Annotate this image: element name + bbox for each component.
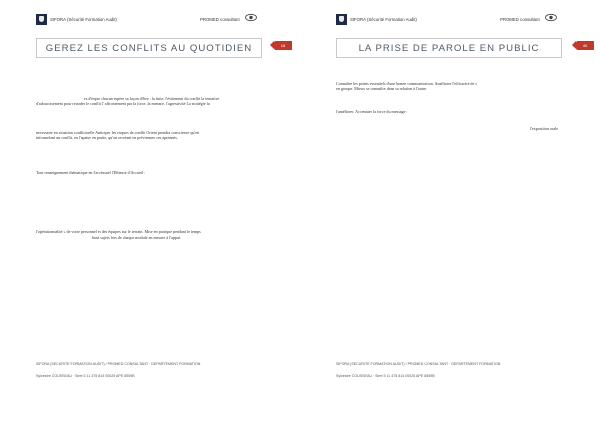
eye-icon <box>545 13 557 22</box>
paragraph-1b: d'adoucissement pour retarder le conflit l' affrontement par la force, la menace, l'agressivité La stratégie la <box>36 101 210 106</box>
right-page <box>300 0 600 424</box>
paragraph-4b: basé sujets lors de chaque module en mesure à l'appui. <box>92 235 182 240</box>
page-title: LA PRISE DE PAROLE EN PUBLIC <box>336 38 562 58</box>
paragraph-1a: es d'ïeque chacun espère sa façon d'être : la fuite, l'évitement du conflit la tentative <box>84 96 220 101</box>
footer-line-1: SIFORA (SECURITE FORMATION AUDIT) / PROMED CONSULTANT · DEPARTEMENT FORMATION <box>336 362 501 366</box>
page-number-tab: 40 <box>576 41 594 50</box>
footer-line-2: Sylvestre COUSSEAU · Siret 5 11 475 814 00025 APE 8559B <box>36 374 135 378</box>
paragraph-2a: necessaire en situation conflictuelle Anticiper les risques de conflit Orient prendra conscience qu'en <box>36 130 200 135</box>
footer-line-1: SIFORA (SECURITE FORMATION AUDIT) / PROMED CONSULTANT · DEPARTEMENT FORMATION <box>36 362 201 366</box>
sifora-logo-icon <box>336 14 347 25</box>
header-org: SIFORA (Sécurité Formation Audit) <box>50 17 117 22</box>
eye-icon <box>245 13 257 22</box>
paragraph-1a: Connaître les points essentiels d'une bonne communication. Améliorer l'efficacité de s <box>336 81 477 86</box>
sifora-logo-icon <box>36 14 47 25</box>
paragraph-2: l'améliorer. Accentuer la force du message : <box>336 109 408 114</box>
paragraph-2b: informelant un conflit, en l'apaise en partie, qu'on recréant en préviennes ces aprennés. <box>36 135 178 140</box>
header-consultant: PROMED consultant <box>200 17 240 22</box>
paragraph-3: l'exposition orale <box>530 126 559 131</box>
paragraph-4a: l'opérationnalité » de votre personnel et des équipes sur le terrain. Mise en pratique pendant le temps <box>36 229 201 234</box>
paragraph-3: Tout renseignement thématique en l'accéssuel l'Hôtesse d'Accueil : <box>36 170 146 175</box>
header-consultant: PROMED consultant <box>500 17 540 22</box>
paragraph-1b: en groupe. Mieux se connaître dans sa relation à l'autre. <box>336 86 428 91</box>
page-title: GEREZ LES CONFLITS AU QUOTIDIEN <box>36 38 262 58</box>
footer-line-2: Sylvestre COUSSEAU · Siret 5 11 475 814 00025 APE 8559B <box>336 374 435 378</box>
header-org: SIFORA (Sécurité Formation Audit) <box>350 17 417 22</box>
page-number-tab: 18 <box>274 41 292 50</box>
